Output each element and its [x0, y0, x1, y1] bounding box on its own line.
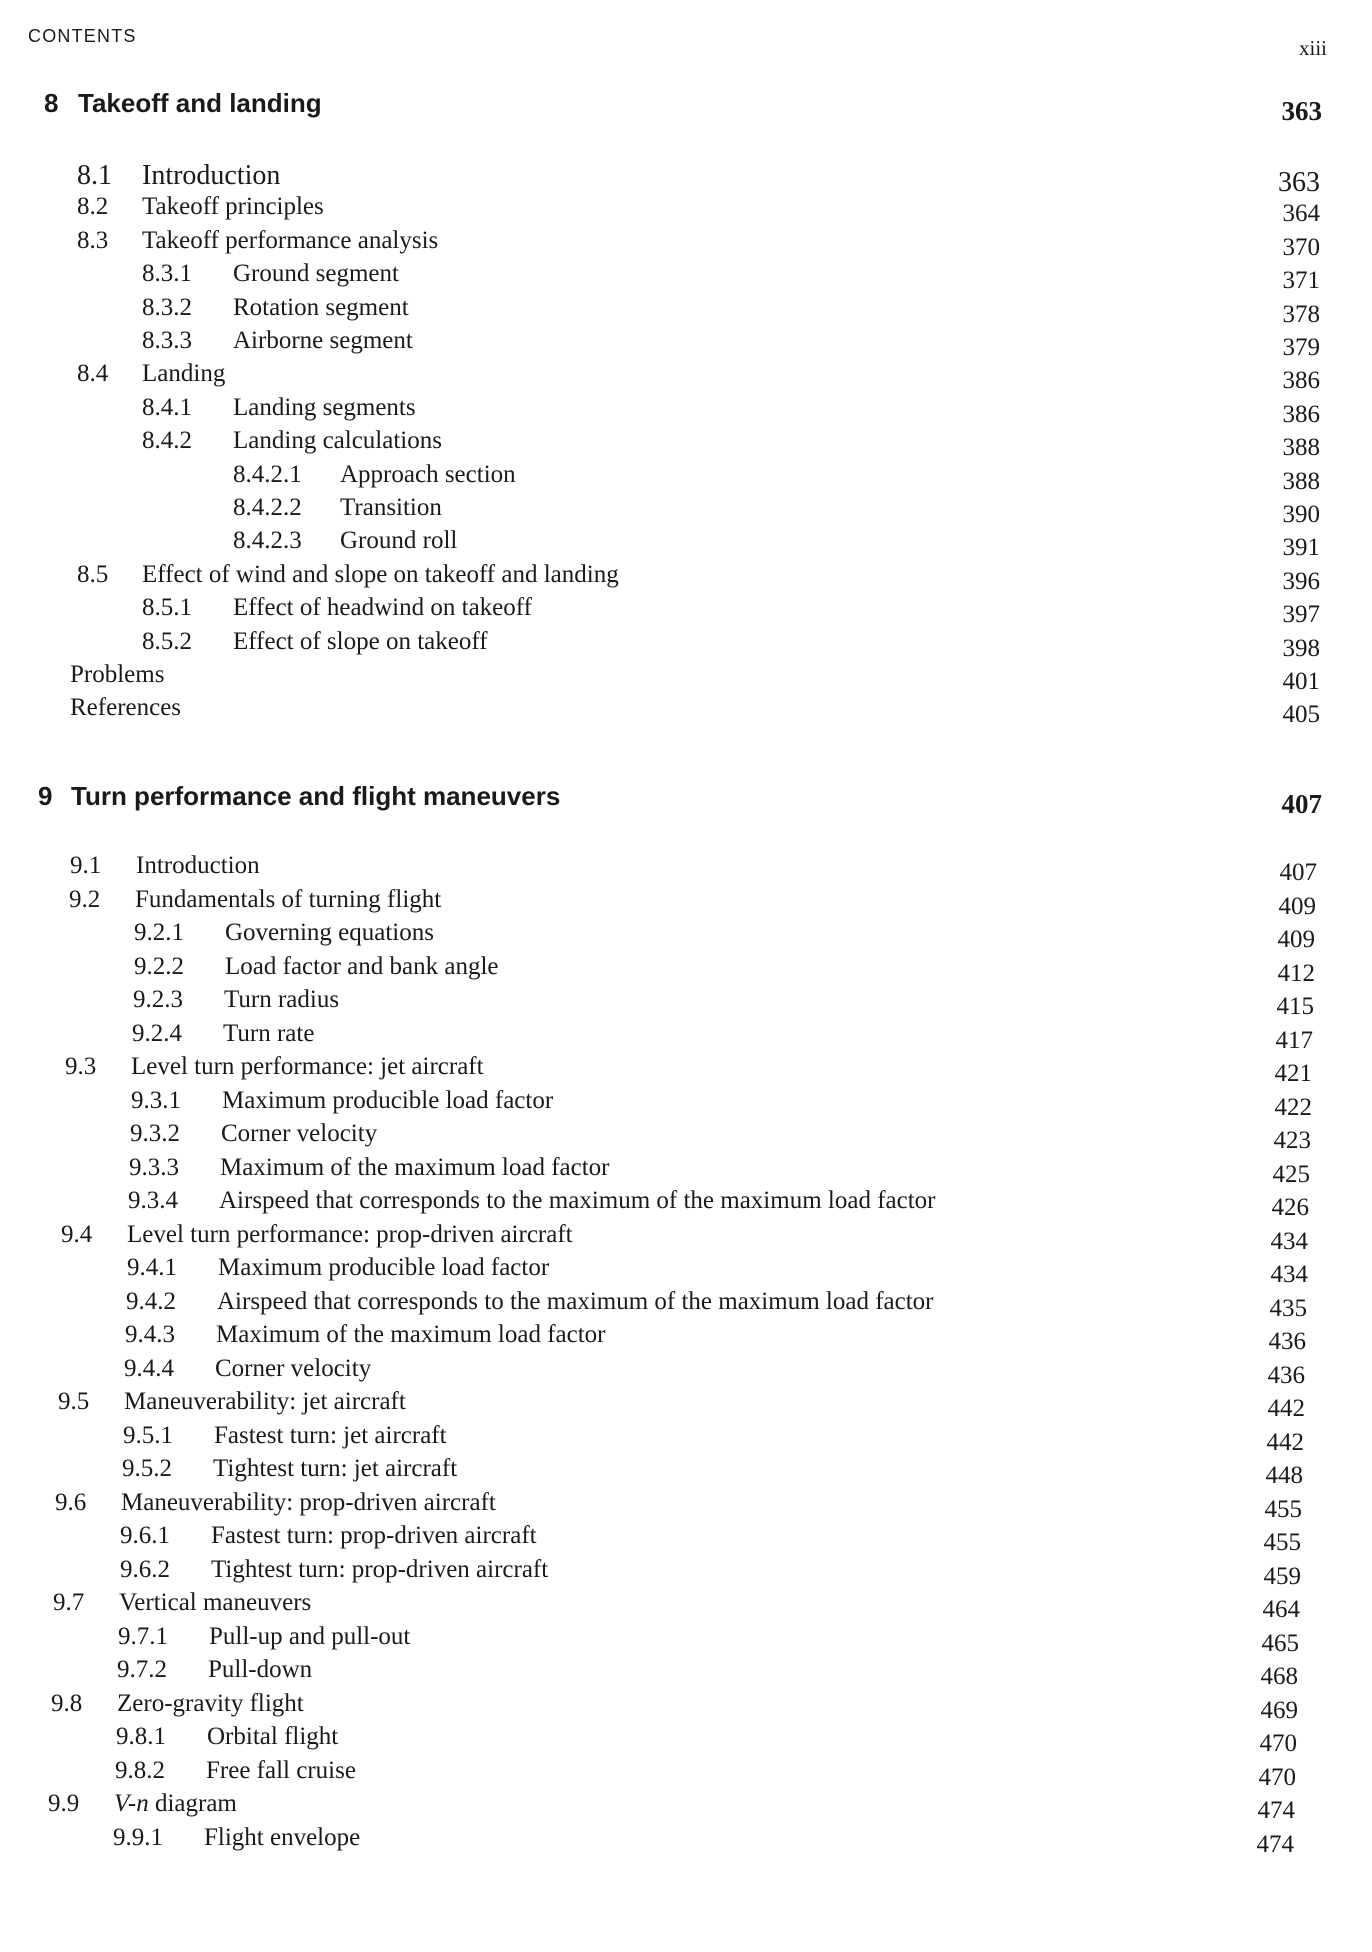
section-page: 423	[1273, 1127, 1311, 1154]
section-page: 412	[1277, 959, 1315, 987]
toc-entry[interactable]	[0, 561, 1372, 594]
section-number: 8.3.2	[142, 293, 192, 321]
toc-entry[interactable]	[0, 1154, 1372, 1187]
section-number: 9.2.4	[132, 1019, 182, 1047]
toc-entry[interactable]	[0, 1321, 1372, 1354]
section-page: 378	[1282, 300, 1320, 328]
toc-entry[interactable]	[0, 1757, 1372, 1790]
toc-entry[interactable]	[0, 1120, 1372, 1153]
toc-entry[interactable]	[0, 1020, 1372, 1053]
section-title: Tightest turn: jet aircraft	[213, 1455, 458, 1482]
toc-entry[interactable]	[0, 1589, 1372, 1622]
section-number: 8.3.1	[142, 260, 192, 288]
toc-entry[interactable]	[0, 919, 1372, 952]
section-number: 9.2.2	[134, 952, 184, 980]
section-title: Ground roll	[340, 527, 458, 555]
section-title: Ground segment	[233, 260, 399, 288]
section-number: 8.5	[77, 560, 109, 588]
toc-entry[interactable]	[0, 1422, 1372, 1455]
section-page: 401	[1282, 668, 1320, 695]
section-title: Zero-gravity flight	[117, 1689, 304, 1717]
section-number: 9.7.2	[117, 1656, 167, 1683]
italic-prefix: V-n	[114, 1790, 149, 1817]
toc-entry[interactable]	[0, 193, 1372, 226]
section-title: Free fall cruise	[206, 1756, 356, 1784]
section-page: 422	[1274, 1093, 1312, 1121]
section-title: V-n diagram	[114, 1790, 237, 1817]
section-page: 409	[1277, 926, 1315, 953]
toc-entry[interactable]	[0, 852, 1372, 885]
toc-entry[interactable]	[0, 1690, 1372, 1723]
toc-entry[interactable]	[0, 694, 1372, 727]
section-title: Effect of headwind on takeoff	[233, 594, 532, 622]
section-title: Effect of slope on takeoff	[233, 627, 488, 655]
toc-entry[interactable]	[0, 1187, 1372, 1220]
section-number: 9.8.2	[115, 1756, 165, 1784]
toc-entry[interactable]	[0, 1623, 1372, 1656]
toc-entry[interactable]	[0, 1489, 1372, 1522]
toc-entry[interactable]	[0, 494, 1372, 527]
section-title: Level turn performance: jet aircraft	[131, 1053, 484, 1080]
section-number: 8.4.2.2	[233, 494, 302, 521]
toc-entry[interactable]	[0, 1355, 1372, 1388]
section-title: Fastest turn: jet aircraft	[214, 1421, 447, 1449]
section-page: 442	[1267, 1395, 1305, 1422]
chapter-number: 8	[44, 88, 59, 118]
section-title: Landing segments	[233, 393, 416, 421]
section-title: Tightest turn: prop-driven aircraft	[211, 1555, 549, 1583]
section-number: 9.4.1	[127, 1254, 177, 1281]
section-title: Level turn performance: prop-driven aircraft	[127, 1220, 573, 1248]
toc-entry[interactable]	[0, 986, 1372, 1019]
section-title: Airspeed that corresponds to the maximum of the maximum load factor	[219, 1187, 936, 1214]
section-page: 363	[1278, 167, 1320, 198]
section-title: Introduction	[142, 160, 281, 191]
toc-entry[interactable]	[0, 953, 1372, 986]
section-title: Vertical maneuvers	[119, 1589, 312, 1616]
section-title: Maximum producible load factor	[222, 1086, 554, 1114]
section-page: 459	[1263, 1562, 1301, 1590]
section-title: References	[70, 694, 182, 722]
section-title: Airspeed that corresponds to the maximum of the maximum load factor	[217, 1287, 934, 1315]
toc-entry[interactable]	[0, 360, 1372, 393]
section-page: 379	[1282, 334, 1320, 361]
section-page: 405	[1282, 701, 1320, 729]
section-number: 8.5.2	[142, 627, 192, 655]
chapter-heading	[0, 781, 1372, 821]
section-number: 8.5.1	[142, 594, 192, 622]
section-page: 371	[1282, 267, 1320, 295]
toc-entry[interactable]	[0, 594, 1372, 627]
section-page: 391	[1282, 534, 1320, 562]
section-number: 9.2	[69, 885, 101, 913]
section-title: Turn rate	[223, 1019, 315, 1047]
toc-entry[interactable]	[0, 1087, 1372, 1120]
section-number: 9.3.4	[128, 1187, 178, 1214]
section-page: 469	[1260, 1696, 1298, 1724]
section-number: 8.3.3	[142, 327, 192, 354]
section-number: 9.2.1	[134, 919, 184, 946]
section-title: Rotation segment	[233, 293, 409, 321]
section-title: Transition	[340, 494, 442, 521]
section-page: 435	[1269, 1294, 1307, 1322]
section-number: 9.1	[70, 852, 102, 879]
section-page: 386	[1282, 367, 1320, 395]
toc-entry[interactable]	[0, 1656, 1372, 1689]
section-number: 9.7.1	[118, 1622, 168, 1650]
section-page: 425	[1272, 1160, 1310, 1188]
chapter-page: 407	[1281, 789, 1322, 819]
section-page: 442	[1266, 1428, 1304, 1456]
section-page: 474	[1256, 1830, 1294, 1858]
section-title: Approach section	[340, 460, 516, 488]
section-page: 436	[1267, 1361, 1305, 1389]
section-number: 9.9.1	[113, 1823, 163, 1851]
chapter-title: Takeoff and landing	[78, 88, 322, 118]
toc-entry[interactable]	[0, 294, 1372, 327]
section-page: 409	[1278, 892, 1316, 920]
toc-entry[interactable]	[0, 227, 1372, 260]
section-page: 417	[1275, 1026, 1313, 1054]
section-number: 9.4	[61, 1220, 93, 1248]
running-head: CONTENTS	[28, 26, 137, 46]
section-title: Effect of wind and slope on takeoff and landing	[142, 560, 619, 588]
section-page: 470	[1259, 1730, 1297, 1757]
section-page: 434	[1270, 1227, 1308, 1255]
section-page: 386	[1282, 400, 1320, 428]
section-title: Governing equations	[225, 919, 434, 946]
toc-entry[interactable]	[0, 461, 1372, 494]
section-title: Airborne segment	[233, 327, 413, 354]
section-page: 464	[1262, 1596, 1300, 1623]
section-number: 9.5.2	[122, 1455, 172, 1482]
toc-entry[interactable]	[0, 886, 1372, 919]
section-number: 8.4.2.3	[233, 527, 302, 555]
toc-entry[interactable]	[0, 394, 1372, 427]
section-title: Orbital flight	[207, 1723, 339, 1750]
section-page: 468	[1260, 1663, 1298, 1690]
section-title: Load factor and bank angle	[225, 952, 499, 980]
toc-entry[interactable]	[0, 260, 1372, 293]
section-title: Pull-up and pull-out	[209, 1622, 411, 1650]
section-page: 455	[1263, 1529, 1301, 1556]
section-title: Introduction	[136, 852, 260, 879]
toc-entry[interactable]	[0, 427, 1372, 460]
toc-entry[interactable]	[0, 527, 1372, 560]
section-number: 8.4	[77, 360, 109, 388]
section-page: 364	[1282, 200, 1320, 228]
section-page: 465	[1261, 1629, 1299, 1657]
chapter-page: 363	[1281, 96, 1322, 126]
section-number: 9.7	[53, 1589, 85, 1616]
toc-entry[interactable]	[0, 1824, 1372, 1857]
section-number: 9.9	[48, 1790, 80, 1817]
section-number: 8.4.2	[142, 427, 192, 455]
chapter-title: Turn performance and flight maneuvers	[71, 781, 561, 811]
section-page: 436	[1268, 1328, 1306, 1355]
section-number: 9.4.4	[124, 1354, 174, 1382]
section-number: 9.4.2	[126, 1287, 176, 1315]
page-folio: xiii	[1298, 36, 1327, 60]
section-page: 390	[1282, 501, 1320, 528]
toc-entry[interactable]	[0, 160, 1372, 198]
section-page: 421	[1274, 1060, 1312, 1087]
section-title: Maximum producible load factor	[218, 1254, 550, 1281]
section-page: 455	[1264, 1495, 1302, 1523]
toc-entry[interactable]	[0, 327, 1372, 360]
section-number: 9.3.1	[131, 1086, 181, 1114]
toc-entry[interactable]	[0, 1790, 1372, 1823]
section-number: 9.5.1	[123, 1421, 173, 1449]
section-page: 474	[1257, 1797, 1295, 1824]
section-title: Maximum of the maximum load factor	[216, 1321, 606, 1348]
section-title: Corner velocity	[221, 1120, 378, 1147]
section-number: 9.6.1	[120, 1522, 170, 1549]
section-title: Problems	[70, 661, 165, 688]
toc-entry[interactable]	[0, 661, 1372, 694]
toc-entry[interactable]	[0, 1723, 1372, 1756]
toc-entry[interactable]	[0, 1556, 1372, 1589]
section-number: 9.8	[51, 1689, 83, 1717]
section-title: Corner velocity	[215, 1354, 372, 1382]
section-title: Landing calculations	[233, 427, 442, 455]
section-page: 448	[1265, 1462, 1303, 1489]
toc-entry[interactable]	[0, 1455, 1372, 1488]
section-number: 8.1	[77, 160, 112, 191]
toc-entry[interactable]	[0, 628, 1372, 661]
section-number: 8.3	[77, 226, 109, 254]
section-page: 388	[1282, 467, 1320, 495]
section-page: 426	[1271, 1194, 1309, 1221]
section-title: Fastest turn: prop-driven aircraft	[211, 1522, 537, 1549]
section-number: 8.2	[77, 193, 109, 221]
section-title: Maximum of the maximum load factor	[220, 1153, 610, 1181]
section-page: 407	[1279, 859, 1317, 886]
toc-entry[interactable]	[0, 1053, 1372, 1086]
section-number: 9.6.2	[120, 1555, 170, 1583]
section-number: 9.6	[55, 1488, 87, 1516]
section-number: 9.3.3	[129, 1153, 179, 1181]
section-page: 398	[1282, 634, 1320, 662]
toc-entry[interactable]	[0, 1522, 1372, 1555]
section-title: Fundamentals of turning flight	[135, 885, 442, 913]
section-title: Pull-down	[208, 1656, 313, 1683]
section-title: Takeoff performance analysis	[142, 226, 439, 254]
section-title: Takeoff principles	[142, 193, 324, 221]
toc-entry[interactable]	[0, 1254, 1372, 1287]
section-number: 8.4.2.1	[233, 460, 302, 488]
section-title: Flight envelope	[204, 1823, 361, 1851]
section-page: 415	[1276, 993, 1314, 1020]
section-page: 370	[1282, 233, 1320, 261]
section-number: 9.3.2	[130, 1120, 180, 1147]
toc-entry[interactable]	[0, 1221, 1372, 1254]
chapter-number: 9	[38, 781, 53, 811]
section-title: Turn radius	[224, 986, 340, 1013]
section-title: Maneuverability: prop-driven aircraft	[121, 1488, 496, 1516]
section-number: 8.4.1	[142, 393, 192, 421]
section-page: 434	[1270, 1261, 1308, 1288]
toc-entry[interactable]	[0, 1288, 1372, 1321]
chapter-heading	[0, 88, 1372, 128]
section-page: 470	[1258, 1763, 1296, 1791]
section-number: 9.2.3	[133, 986, 183, 1013]
toc-entry[interactable]	[0, 1388, 1372, 1421]
section-page: 397	[1282, 601, 1320, 629]
section-title: Landing	[142, 360, 226, 388]
section-number: 9.5	[58, 1388, 90, 1415]
section-number: 9.3	[65, 1053, 97, 1080]
section-page: 396	[1282, 567, 1320, 595]
section-number: 9.4.3	[125, 1321, 175, 1348]
section-page: 388	[1282, 434, 1320, 462]
section-title: Maneuverability: jet aircraft	[124, 1388, 406, 1415]
section-number: 9.8.1	[116, 1723, 166, 1750]
